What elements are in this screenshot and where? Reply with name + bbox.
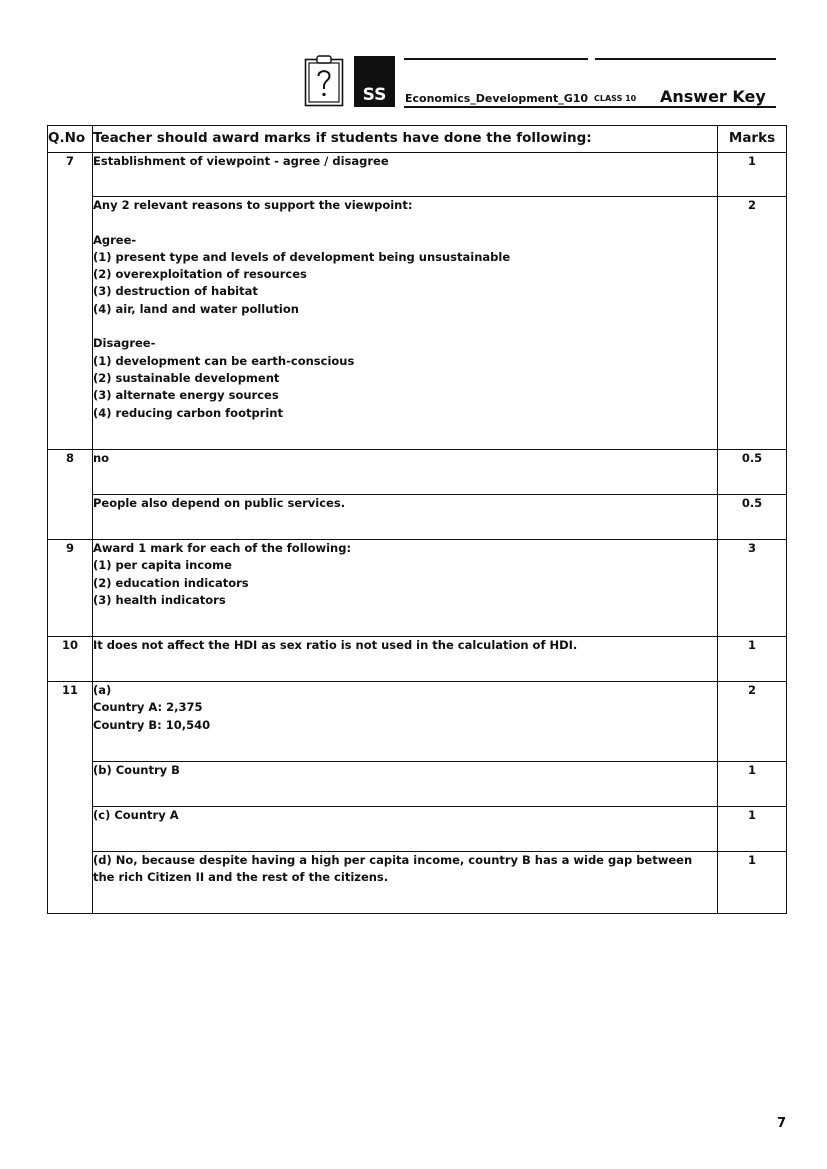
subject-badge: SS xyxy=(354,56,395,107)
document-name: Economics_Development_G10 xyxy=(405,92,589,105)
marks-value: 1 xyxy=(718,762,787,807)
marks-value: 1 xyxy=(718,153,787,197)
question-number: 7 xyxy=(48,153,93,450)
table-row xyxy=(48,540,787,637)
answer-criteria: People also depend on public services. xyxy=(93,495,718,540)
answer-criteria: Establishment of viewpoint - agree / disagree xyxy=(93,153,718,197)
answer-criteria: (b) Country B xyxy=(93,762,718,807)
question-number: 8 xyxy=(48,450,93,540)
table-header-row xyxy=(48,126,787,153)
marks-value: 2 xyxy=(718,682,787,762)
marks-value: 3 xyxy=(718,540,787,637)
answer-criteria: Award 1 mark for each of the following: (1) per capita income (2) education indicators (3) health indicators xyxy=(93,540,718,637)
marks-value: 1 xyxy=(718,807,787,852)
answer-criteria: (d) No, because despite having a high per capita income, country B has a wide gap between the rich Citizen II and the rest of the citizens. xyxy=(93,852,718,914)
answer-table xyxy=(47,125,787,914)
answer-criteria: no xyxy=(93,450,718,495)
page-title: Answer Key xyxy=(660,87,766,106)
header-underline xyxy=(404,106,776,108)
class-label: CLASS 10 xyxy=(594,94,637,103)
table-row xyxy=(48,807,787,852)
marks-value: 0.5 xyxy=(718,450,787,495)
answer-criteria: Any 2 relevant reasons to support the viewpoint: Agree- (1) present type and levels of development being unsustainable (2) overexploitation of resources (3) destruction of habitat (4) air, land and water pollution Disagree- (1) development can be earth-conscious (2) sustainable development (3) alternate energy sources (4) reducing carbon footprint xyxy=(93,197,718,450)
header-rule-right xyxy=(595,58,776,60)
header-marks: Marks xyxy=(718,126,787,153)
page-number: 7 xyxy=(777,1116,787,1131)
question-number: 11 xyxy=(48,682,93,914)
clipboard-question-icon xyxy=(304,55,344,107)
marks-value: 1 xyxy=(718,637,787,682)
answer-criteria: It does not affect the HDI as sex ratio is not used in the calculation of HDI. xyxy=(93,637,718,682)
table-row xyxy=(48,762,787,807)
table-row xyxy=(48,153,787,197)
header-question-no: Q.No xyxy=(48,126,93,153)
marks-value: 2 xyxy=(718,197,787,450)
marks-value: 1 xyxy=(718,852,787,914)
table-row xyxy=(48,197,787,450)
header-rule-left xyxy=(404,58,588,60)
table-row xyxy=(48,637,787,682)
table-row xyxy=(48,682,787,762)
answer-criteria: (a) Country A: 2,375 Country B: 10,540 xyxy=(93,682,718,762)
header-description: Teacher should award marks if students have done the following: xyxy=(93,126,718,153)
question-number: 9 xyxy=(48,540,93,637)
table-row xyxy=(48,495,787,540)
answer-criteria: (c) Country A xyxy=(93,807,718,852)
table-row xyxy=(48,450,787,495)
table-row xyxy=(48,852,787,914)
marks-value: 0.5 xyxy=(718,495,787,540)
question-number: 10 xyxy=(48,637,93,682)
